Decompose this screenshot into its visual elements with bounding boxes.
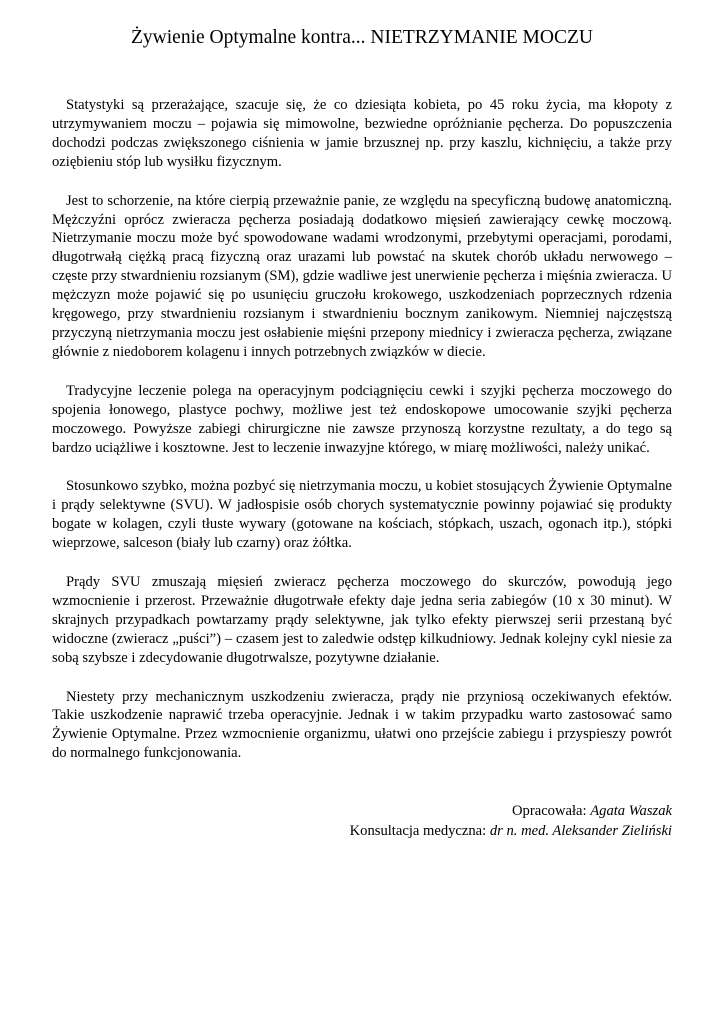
- paragraph-optimal-nutrition: Stosunkowo szybko, można pozbyć się nietrzymania moczu, u kobiet stosujących Żywienie Optymalne i prądy selektywne (SVU). W jadłospisie osób chorych systematycznie powinny pojawiać się produkty bogate w kolagen, czyli tłuste wywary (gotowane na kościach, stópkach, uszach, ogonach itp.), stópki wieprzowe, salceson (biały lub czarny) oraz żółtka.: [52, 478, 672, 552]
- consultant-name: dr n. med. Aleksander Zieliński: [489, 823, 672, 840]
- author-label: Opracowała:: [512, 803, 587, 820]
- author-name: Agata Waszak: [590, 803, 672, 820]
- document-page: [52, 0, 672, 841]
- consultant-label: Konsultacja medyczna:: [349, 823, 487, 840]
- paragraph-statistics: Statystyki są przerażające, szacuje się, że co dziesiąta kobieta, po 45 roku życia, ma kłopoty z utrzymywaniem moczu – pojawia się mimowolne, bezwiedne opróżnianie pęcherza. Do popuszczenia dochodzi podczas zwiększonego ciśnienia w jamie brzusznej np. przy kaszlu, kichnięciu, a także przy oziębieniu stóp lub wysiłku fizycznym.: [52, 97, 672, 170]
- paragraph-causes: Jest to schorzenie, na które cierpią przeważnie panie, ze względu na specyficzną budowę anatomiczną. Mężczyźni oprócz zwieracza pęcherza posiadają dodatkowo mięsień zawierający cewkę moczową. Nietrzymanie moczu może być spowodowane wadami wrodzonymi, przebytymi operacjami, porodami, długotrwałą ciężką pracą fizyczną oraz urazami lub powstać na skutek chorób układu nerwowego – częste przy stwardnieniu rozsianym (SM), gdzie wadliwe jest unerwienie pęcherza i mięśnia zwieracza. U mężczyzn może pojawić się po usunięciu gruczołu krokowego, uszkodzeniach poprzecznych rdzenia kręgowego, przy stwardnieniu rozsianym i stwardnieniu bocznym zanikowym. Niemniej najczęstszą przyczyną nietrzymania moczu jest osłabienie mięśni przepony miednicy i zwieracza pęcherza, związane głównie z niedoborem kolagenu i innych potrzebnych związków w diecie.: [52, 192, 672, 360]
- signature-block: [52, 801, 672, 841]
- paragraph-traditional-treatment: Tradycyjne leczenie polega na operacyjnym podciągnięciu cewki i szyjki pęcherza moczowego do spojenia łonowego, plastyce pochwy, możliwe jest też endoskopowe umocowanie szyjki pęcherza moczowego. Powyższe zabiegi chirurgiczne nie zawsze przynoszą korzystne rezultaty, a do tego są bardzo uciążliwe i kosztowne. Jest to leczenie inwazyjne którego, w miarę możliwości, należy unikać.: [52, 382, 672, 456]
- consultant-line: [52, 821, 672, 841]
- paragraph-svu-currents: Prądy SVU zmuszają mięsień zwieracz pęcherza moczowego do skurczów, powodują jego wzmocnienie i przerost. Przeważnie długotrwałe efekty daje jedna seria zabiegów (10 x 30 minut). W skrajnych przypadkach powtarzamy prądy selektywne, jak tylko efekty pierwszej serii przestaną być widoczne (zwieracz „puści”) – czasem jest to zaledwie odstęp kilkudniowy. Jednak kolejny cykl niesie za sobą szybsze i zdecydowanie długotrwalsze, pozytywne działanie.: [52, 574, 672, 666]
- paragraph-mechanical-damage: Niestety przy mechanicznym uszkodzeniu zwieracza, prądy nie przyniosą oczekiwanych efektów. Takie uszkodzenie naprawić trzeba operacyjnie. Jednak i w takim przypadku warto zastosować samo Żywienie Optymalne. Przez wzmocnienie organizmu, ułatwi ono przejście zabiegu i przyspieszy powrót do normalnego funkcjonowania.: [52, 688, 672, 762]
- document-title: Żywienie Optymalne kontra... NIETRZYMANIE MOCZU: [131, 27, 593, 48]
- author-line: [52, 801, 672, 821]
- article-body: [52, 96, 672, 763]
